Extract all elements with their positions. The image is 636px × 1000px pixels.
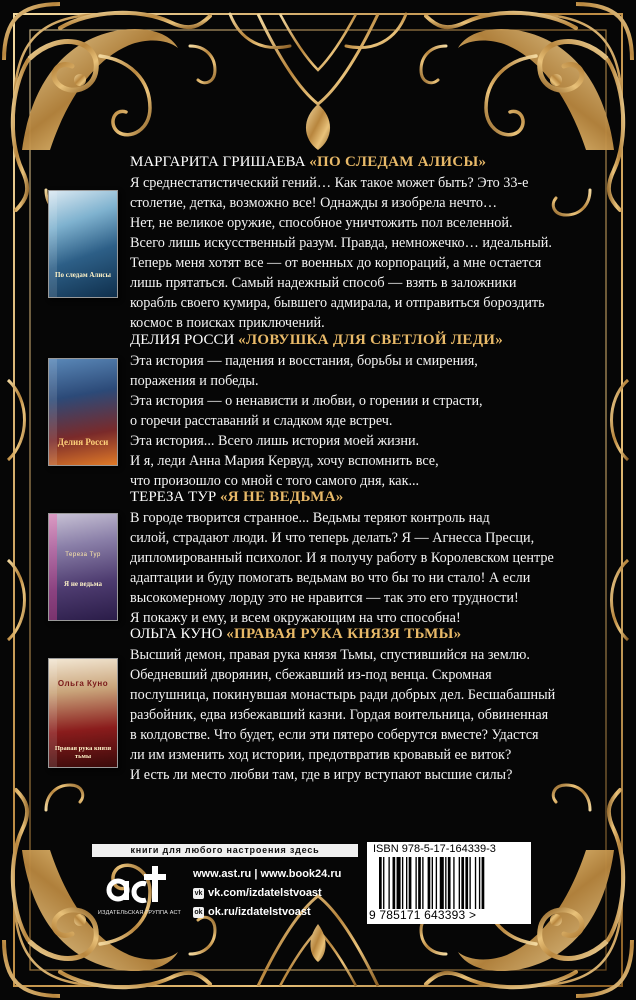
book-cover [48, 513, 118, 621]
blurb-line: высокомерному лорду это не нравится — так это его трудности! [130, 590, 519, 606]
book-entry [48, 152, 608, 331]
book-heading [130, 624, 461, 644]
slogan-bar: книги для любого настроения здесь [92, 844, 358, 857]
ok-icon: ok [194, 908, 203, 916]
book-blurb [130, 645, 610, 785]
book-title: «ПРАВАЯ РУКА КНЯЗЯ ТЬМЫ» [226, 626, 462, 642]
book-title: «ЛОВУШКА ДЛЯ СВЕТЛОЙ ЛЕДИ» [238, 332, 504, 348]
blurb-line: силой, страдают люди. И что теперь делать? Я — Агнесса Пресци, [130, 530, 535, 546]
blurb-line: столетие, детка, возможно все! Однажды я изобрела нечто… [130, 195, 498, 211]
ast-logo-icon [106, 862, 168, 908]
blurb-line: лишь прятаться. Самый надежный способ — взять в заложники [130, 275, 517, 291]
book-entry [48, 487, 608, 626]
book-entry [48, 330, 608, 489]
blurb-line: Эта история — о ненависти и любви, о горении и страсти, [130, 393, 483, 409]
book-title: «ПО СЛЕДАМ АЛИСЫ» [309, 154, 487, 170]
barcode-bars [379, 857, 519, 909]
blurb-line: что произошло со мной с того самого дня, как... [130, 473, 420, 489]
book-cover [48, 190, 118, 298]
blurb-line: Нет, не великое оружие, способное уничтожить пол вселенной. [130, 215, 513, 231]
book-entry [48, 624, 608, 783]
book-title: «Я НЕ ВЕДЬМА» [220, 489, 344, 505]
blurb-line: разбойник, едва избежавший казни. Гордая воительница, обвиненная [130, 707, 549, 723]
book-cover [48, 658, 118, 768]
blurb-line: Я покажу и ему, и всем окружающим на что способна! [130, 610, 461, 626]
book-cover [48, 358, 118, 466]
blurb-line: И есть ли место любви там, где в игру вступают высшие силы? [130, 767, 513, 783]
book-blurb [130, 351, 610, 491]
cover-author: Ольга Куно [57, 679, 109, 688]
vk-link[interactable] [193, 885, 373, 904]
blurb-line: Эта история... Всего лишь история моей жизни. [130, 433, 420, 449]
blurb-line: И я, леди Анна Мария Кервуд, хочу вспомнить все, [130, 453, 439, 469]
blurb-line: Всего лишь искусственный разум. Правда, немножечко… идеальный. [130, 235, 552, 251]
vk-icon: vk [194, 889, 203, 897]
ok-link[interactable] [193, 904, 373, 923]
barcode [367, 842, 531, 924]
blurb-line: корабль своего кумира, бывшего адмирала, и отправиться бороздить [130, 295, 545, 311]
blurb-line: Эта история — падения и восстания, борьбы и смирения, [130, 353, 478, 369]
blurb-line: Высший демон, правая рука князя Тьмы, спустившийся на землю. [130, 647, 530, 663]
blurb-line: Я среднестатистический гений… Как такое может быть? Это 33-е [130, 175, 529, 191]
barcode-digits: 9 785171 643393 > [369, 908, 477, 922]
book-author: ДЕЛИЯ РОССИ [130, 332, 235, 348]
cover-title: По следам Алисы [55, 271, 111, 279]
blurb-line: Обедневший дворянин, сбежавший из-под венца. Скромная [130, 667, 492, 683]
contact-links [193, 866, 373, 923]
vk-link-text: vk.com/izdatelstvoast [208, 887, 322, 899]
book-blurb [130, 508, 610, 628]
book-author: ТЕРЕЗА ТУР [130, 489, 217, 505]
blurb-line: В городе творится странное... Ведьмы теряют контроль над [130, 510, 490, 526]
book-blurb [130, 173, 610, 333]
blurb-line: дипломированный психолог. И я получу работу в Королевском центре [130, 550, 554, 566]
ok-link-text: ok.ru/izdatelstvoast [208, 906, 311, 918]
cover-title: Делия Росси [57, 437, 109, 447]
cover-title: Я не ведьма [64, 580, 102, 588]
cover-author: Тереза Тур [65, 552, 101, 558]
book-heading [130, 152, 486, 172]
blurb-line: в колдовстве. Что будет, если эти пятеро соберутся вместе? Удастся [130, 727, 539, 743]
publisher-logo [92, 862, 187, 922]
blurb-line: послушница, покинувшая монастырь ради добрых дел. Бесшабашный [130, 687, 556, 703]
blurb-line: Теперь меня хотят все — от военных до корпораций, а мне остается [130, 255, 542, 271]
websites-link[interactable]: www.ast.ru | www.book24.ru [193, 868, 342, 880]
cover-title: Правая рука князя тьмы [54, 745, 112, 760]
book-author: ОЛЬГА КУНО [130, 626, 223, 642]
blurb-line: адаптации и буду помогать ведьмам во что бы то ни стало! А если [130, 570, 531, 586]
blurb-line: о горечи расставаний и сладком яде встреч. [130, 413, 393, 429]
blurb-line: ли им изменить ход истории, предотвратив кровавый ее виток? [130, 747, 512, 763]
blurb-line: космос в поисках приключений. [130, 315, 325, 331]
publisher-caption: ИЗДАТЕЛЬСКАЯ ГРУППА АСТ [97, 910, 182, 916]
book-heading [130, 330, 503, 350]
book-heading [130, 487, 344, 507]
book-author: МАРГАРИТА ГРИШАЕВА [130, 154, 306, 170]
blurb-line: поражения и победы. [130, 373, 259, 389]
isbn-text: ISBN 978-5-17-164339-3 [373, 843, 496, 855]
